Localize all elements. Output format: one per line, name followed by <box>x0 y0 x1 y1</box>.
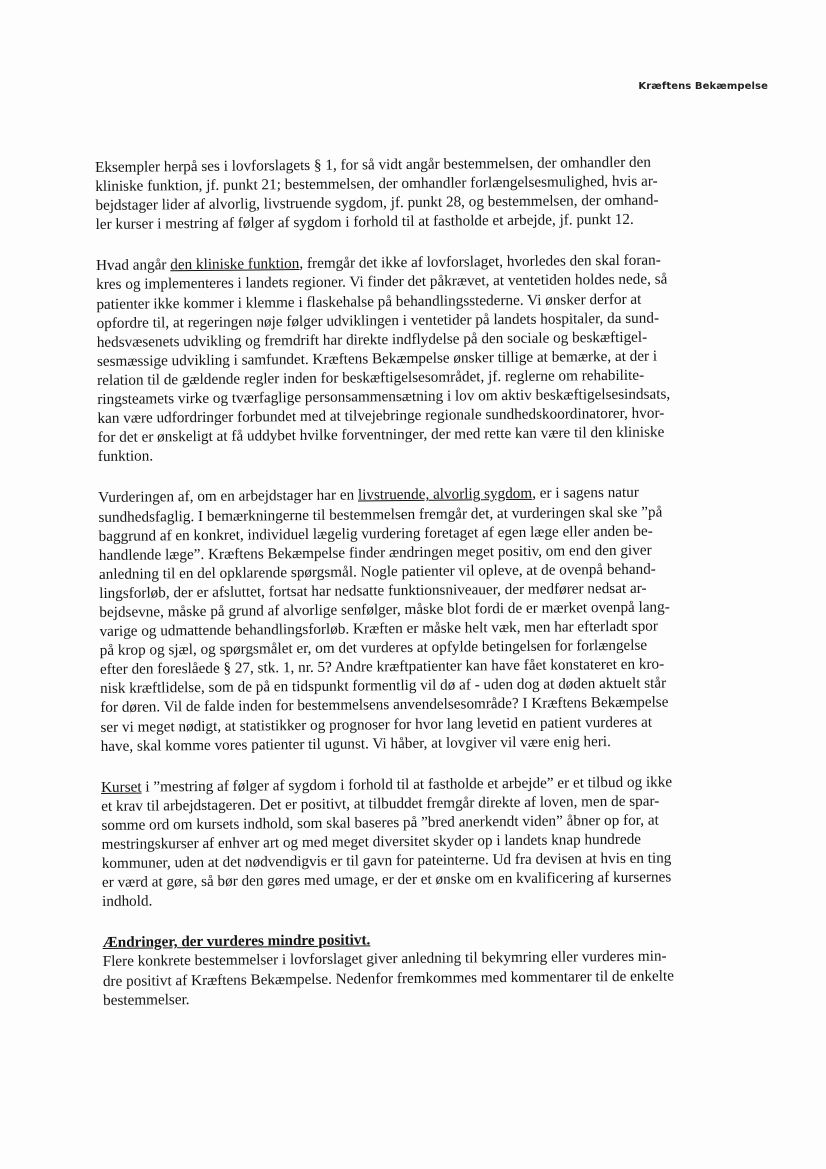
paragraph-examples <box>95 152 708 234</box>
text-line: dre positivt af Kræftens Bekæmpelse. Nedenfor fremkommes med kommentarer til de enkelte <box>102 967 675 990</box>
text-line: hedsvæsenets udvikling og fremdrift har direkte indflydelse på den sociale og beskæftigel- <box>96 328 648 351</box>
text-line: ler kurser i mestring af følger af sygdom i forhold til at fastholde et arbejde, jf. punkt 12. <box>95 211 634 234</box>
text-line: indhold. <box>102 892 153 911</box>
underlined-term-clinical-function: den kliniske funktion <box>170 255 300 274</box>
text-line: kan være udfordringer forbundet med at tilvejebringe regionale sundhedskoordinatorer, hvor- <box>97 404 665 428</box>
text-line: Flere konkrete bestemmelser i lovforslaget giver anledning til bekymring eller vurderes min- <box>102 948 667 971</box>
text-line: patienter ikke kommer i klemme i flaskehalse på behandlingsstederne. Vi ønsker derfor at <box>96 290 642 313</box>
text-line: Eksempler herpå ses i lovforslagets § 1, for så vidt angår bestemmelsen, der omhandler den <box>95 153 652 176</box>
text-run: , fremgår det ikke af lovforslaget, hvorledes den skal foran- <box>299 251 661 273</box>
text-line: opfordre til, at regeringen nøje følger udviklingen i ventetider på landets hospitaler, da sund- <box>96 309 660 332</box>
text-line: funktion. <box>97 447 154 466</box>
text-line: efter den foreslåede § 27, stk. 1, nr. 5? Andre kræftpatienter kan have fået konstateret en kro- <box>99 655 665 679</box>
text-line: nisk kræftlidelse, som de på en tidspunkt formentlig vil dø af - uden dog at døden aktuelt står <box>100 674 667 698</box>
text-line: lingsforløb, der er afsluttet, fortsat har nedsatte funktionsniveauer, der medfører nedsat ar- <box>99 579 647 602</box>
text-line: bestemmelser. <box>103 990 190 1009</box>
text-line: have, skal komme vores patienter til ugunst. Vi håber, at lovgiver vil være enig heri. <box>100 732 611 755</box>
document-body <box>95 152 715 1010</box>
section-heading: Ændringer, der vurderes mindre positivt. <box>102 931 371 952</box>
text-run: Hvad angår <box>95 256 171 275</box>
text-line: mestringskurser af enhver art og med meget diversitet skyder op i landets knap hundrede <box>101 830 642 853</box>
text-line: anledning til en del opklarende spørgsmål. Nogle patienter vil opleve, at de ovenpå behand- <box>98 560 656 583</box>
text-line: ser vi meget nødigt, at statistikker og prognoser for hvor lang levetid en patient vurderes at <box>100 713 653 736</box>
paragraph-clinical-function <box>96 250 710 466</box>
text-line: kliniske funktion, jf. punkt 21; bestemmelsen, der omhandler forlængelsesmulighed, hvis ar- <box>95 172 658 196</box>
text-line: et krav til arbejdstageren. Det er positivt, at tilbuddet fremgår direkte af loven, men de spar- <box>101 792 660 815</box>
text-line: bejdstager lider af alvorlig, livstruende sygdom, jf. punkt 28, og bestemmelsen, der omhand- <box>95 191 659 215</box>
text-line: bejdsevne, måske på grund af alvorlige senfølger, måske blot fordi de er mærket ovenpå lang- <box>99 598 670 621</box>
text-run: , er i sagens natur <box>532 484 639 503</box>
text-line: somme ord om kursets indhold, som skal baseres på ”bred anerkendt viden” åbner op for, at <box>101 811 659 834</box>
text-line: handlende læge”. Kræftens Bekæmpelse finder ændringen meget positiv, om end den giver <box>98 541 652 564</box>
text-line: relation til de gældende regler inden for beskæftigelsesområdet, jf. reglerne om rehabilite- <box>97 366 645 389</box>
text-line: sundhedsfaglig. I bemærkningerne til bestemmelsen fremgår det, at vurderingen skal ske ”på <box>98 503 663 526</box>
text-line: for det er ønskeligt at få uddybet hvilke forventninger, der med rette kan være til den kliniske <box>97 423 665 447</box>
text-line: for døren. Vil de falde inden for bestemmelsens anvendelsesområde? I Kræftens Bekæmpelse <box>100 693 669 717</box>
underlined-term-serious-illness: livstruende, alvorlig sygdom <box>357 485 533 504</box>
text-line: ringsteamets virke og tværfaglige personsammensætning i lov om aktiv beskæftigelsesindsats, <box>97 385 671 409</box>
text-line: sesmæssige udvikling i samfundet. Kræftens Bekæmpelse ønsker tillige at bemærke, at der i <box>96 347 658 370</box>
header-organization-name: Kræftens Bekæmpelse <box>638 81 768 92</box>
text-line: på krop og sjæl, og spørgsmålet er, om det vurderes at opfylde betingelsen for forlængelse <box>99 636 648 660</box>
paragraph-serious-illness <box>98 483 713 756</box>
paragraph-course <box>101 772 714 912</box>
text-line: er værd at gøre, så bør den gøres med umage, er der et ønske om en kvalificering af kursernes <box>101 868 672 892</box>
text-run: Vurderingen af, om en arbejdstager har en <box>98 486 359 507</box>
text-line: kres og implementeres i landets regioner. Vi finder det påkrævet, at ventetiden holdes nede, så <box>96 270 668 294</box>
text-line: varige og udmattende behandlingsforløb. Kræften er måske helt væk, men har efterladt spor <box>99 617 659 641</box>
underlined-term-course: Kurset <box>100 778 142 796</box>
text-run: i ”mestring af følger af sygdom i forhold til at fastholde et arbejde” er et tilbud og ikke <box>141 773 673 796</box>
text-line: baggrund af en konkret, individuel lægelig vurdering foretaget af egen læge eller anden be- <box>98 522 653 545</box>
text-line: kommuner, uden at det nødvendigvis er til gavn for pateinterne. Ud fra devisen at hvis en ting <box>101 849 672 873</box>
paragraph-less-positive-changes <box>102 927 715 1009</box>
